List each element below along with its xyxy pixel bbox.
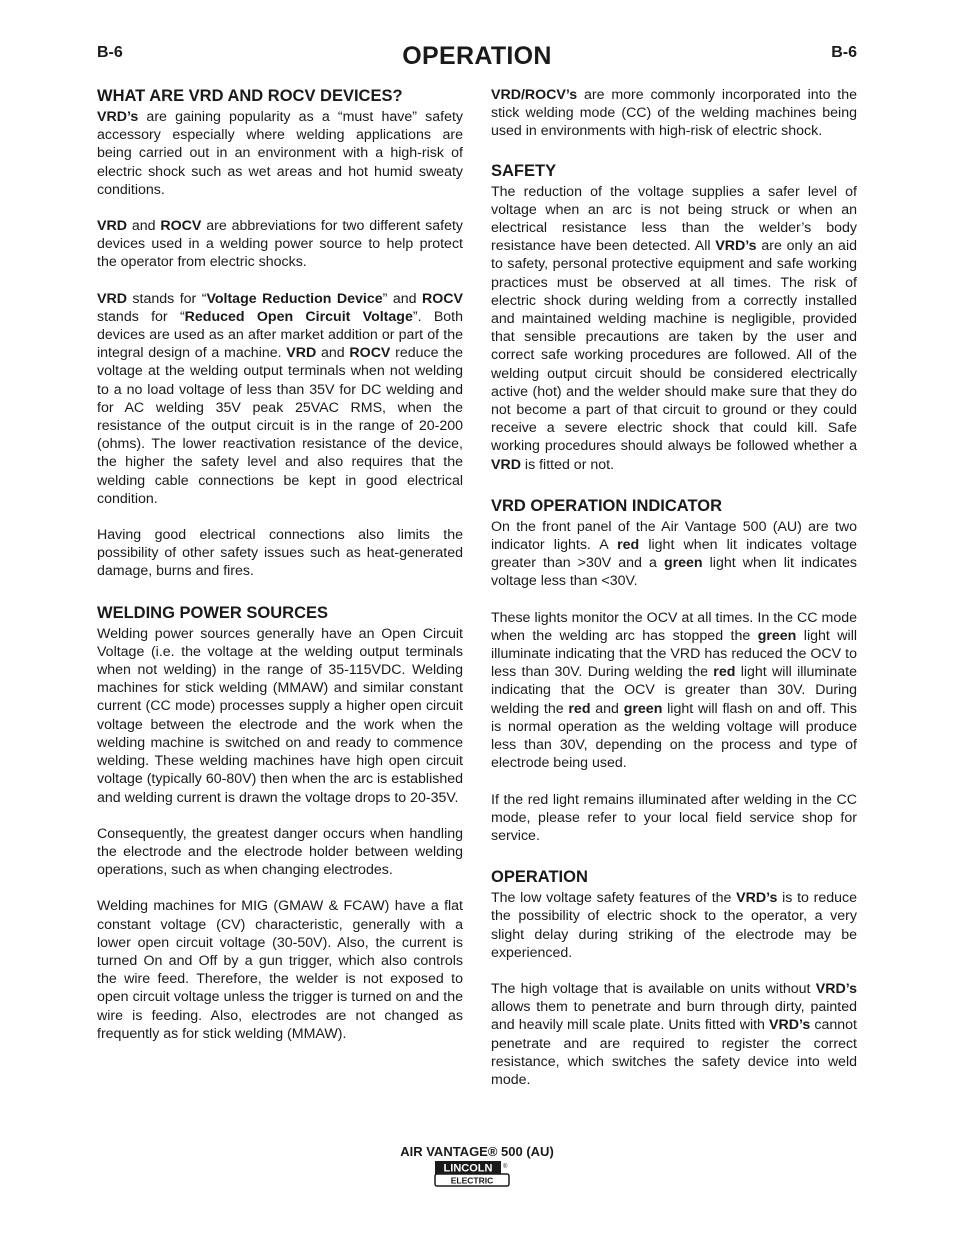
paragraph: Welding power sources generally have an Open Circuit Voltage (i.e. the voltage at the welding output terminals when not welding) in the range of 35-115VDC. Welding machines for stick welding (MMAW) and similar constant current (CC mode) processes supply a higher open circuit voltage between the electrode and the work when the welding machine is switched on and ready to commence welding. These welding machines have high open circuit voltage (typically 60-80V) then when the arc is established and welding current is drawn the voltage drops to 20-35V. xyxy=(97,625,463,806)
section-welding-power-sources xyxy=(97,603,463,1043)
page-number-left: B-6 xyxy=(97,44,123,61)
paragraph: Consequently, the greatest danger occurs when handling the electrode and the electrode holder between welding operations, such as when changing electrodes. xyxy=(97,825,463,879)
page-number-right: B-6 xyxy=(831,44,857,61)
page-title: OPERATION xyxy=(402,42,552,70)
right-column xyxy=(491,86,857,1111)
footer-model-name: AIR VANTAGE® 500 (AU) xyxy=(400,1144,554,1159)
paragraph: The low voltage safety features of the VRD’s is to reduce the possibility of electric shock to the operator, a very slight delay during striking of the electrode may be experienced. xyxy=(491,890,857,961)
section-intro-continued xyxy=(491,86,857,141)
logo-registered-mark: ® xyxy=(503,1164,508,1170)
logo-text-top: LINCOLN xyxy=(443,1162,493,1175)
section-operation xyxy=(491,867,857,1089)
section-heading: WELDING POWER SOURCES xyxy=(97,603,329,622)
paragraph: Welding machines for MIG (GMAW & FCAW) have a flat constant voltage (CV) characteristic, generally with a lower open circuit voltage (30-50V). Also, the current is turned On and Off by a gun trigger, which also controls the wire feed. Therefore, the welder is not exposed to open circuit voltage unless the trigger is turned on and the wire is feeding. Also, electrodes are not changed as frequently as for stick welding (MMAW). xyxy=(97,898,463,1042)
section-heading: SAFETY xyxy=(491,161,557,180)
paragraph: These lights monitor the OCV at all times. In the CC mode when the welding arc has stopped the green light will illuminate indicating that the VRD has reduced the OCV to less than 30V. During welding the red light will illuminate indicating that the OCV is greater than 30V. During welding the red and green light will flash on and off. This is normal operation as the welding voltage will produce less than 30V, depending on the process and type of electrode being used. xyxy=(491,609,858,772)
left-column xyxy=(97,86,463,1065)
section-vrd-rocv xyxy=(97,86,463,581)
logo-text-bottom: ELECTRIC xyxy=(450,1175,494,1186)
paragraph: The high voltage that is available on units without VRD’s allows them to penetrate and burn through dirty, painted and heavily mill scale plate. Units fitted with VRD’s cannot penetrate and are required to register the correct resistance, which switches the safety device into weld mode. xyxy=(491,980,857,1088)
paragraph: VRD’s are gaining popularity as a “must have” safety accessory especially where welding applications are being carried out in an environment with a high-risk of electric shock such as wet areas and hot humid sweaty conditions. xyxy=(97,109,463,198)
lincoln-electric-logo xyxy=(434,1160,510,1187)
section-heading: WHAT ARE VRD AND ROCV DEVICES? xyxy=(97,87,403,105)
paragraph: VRD/ROCV’s are more commonly incorporated into the stick welding mode (CC) of the welding machines being used in environments with high-risk of electric shock. xyxy=(491,87,857,140)
paragraph: VRD stands for “Voltage Reduction Device” and ROCV stands for “Reduced Open Circuit Voltage”. Both devices are used as an after market addition or part of the integral design of a machine. VRD and ROCV reduce the voltage at the welding output terminals when not welding to a no load voltage of less than 35V for DC welding and for AC welding 35V peak 25VAC RMS, when the resistance of the output circuit is in the range of 20-200 (ohms). The lower reactivation resistance of the device, the higher the safety level and also requires that the welding cable connections be kept in good electrical condition. xyxy=(97,290,464,507)
section-heading: VRD OPERATION INDICATOR xyxy=(491,496,723,515)
paragraph: The reduction of the voltage supplies a safer level of voltage when an arc is not being struck or when an electrical resistance less than the welder’s body resistance have been detected. All VRD’s are only an aid to safety, personal protective equipment and safe working practices must be observed at all times. The risk of electric shock during welding from a correctly installed and maintained welding machine is negligible, provided that sensible precautions are taken by the user and correct safe working procedures are followed. All of the welding output circuit should be considered electrically active (hot) and the welder should make sure that they do not become a part of that circuit to ground or they could receive a severe electric shock that could kill. Safe working procedures should always be followed whether a VRD is fitted or not. xyxy=(491,183,857,473)
paragraph: If the red light remains illuminated after welding in the CC mode, please refer to your local field service shop for service. xyxy=(491,791,857,844)
section-safety xyxy=(491,161,857,474)
section-vrd-indicator xyxy=(491,496,857,845)
paragraph: On the front panel of the Air Vantage 500 (AU) are two indicator lights. A red light when lit indicates voltage greater than >30V and a green light when lit indicates voltage less than <30V. xyxy=(491,518,858,590)
section-heading: OPERATION xyxy=(491,868,588,887)
paragraph: VRD and ROCV are abbreviations for two different safety devices used in a welding power source to help protect the operator from electric shocks. xyxy=(97,218,463,271)
paragraph: Having good electrical connections also limits the possibility of other safety issues such as heat-generated damage, burns and fires. xyxy=(97,527,463,580)
